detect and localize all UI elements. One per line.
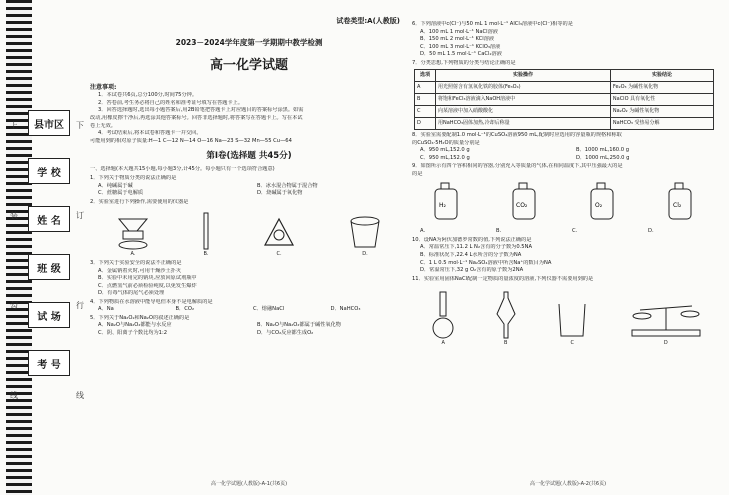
apparatus-label: B. bbox=[203, 250, 209, 257]
equipment-label: C bbox=[570, 339, 574, 346]
option[interactable]: D．有毒气体的尾气必须处理 bbox=[98, 290, 165, 297]
apparatus-figures bbox=[90, 208, 408, 258]
question-7 bbox=[412, 60, 724, 131]
equipment-label: A bbox=[441, 339, 445, 346]
binder-mark: 线 bbox=[76, 391, 84, 400]
question-stem: 6．下列溶液中c(Cl⁻)与50 mL 1 mol·L⁻¹ AlCl₃溶液中c(Cl⁻)相等的是 bbox=[412, 21, 573, 27]
table-row[interactable] bbox=[415, 106, 714, 118]
notes-heading: 注意事项: bbox=[90, 83, 117, 91]
beaker-icon bbox=[555, 300, 589, 340]
table-cell: 将饱和FeCl₃溶液滴入NaOH溶液中 bbox=[436, 94, 611, 106]
equipment-c[interactable] bbox=[555, 300, 589, 347]
binder-mark: 下 bbox=[76, 121, 84, 130]
question-stem: 4．下列物质在水溶液中能导电但本身不是电解质的是 bbox=[90, 298, 213, 305]
funnel-stand-icon bbox=[113, 213, 153, 251]
option[interactable]: C．阴、阳离子个数比均为1:2 bbox=[98, 329, 168, 336]
note-line: 3．回答选择题时,选出每小题答案后,用2B铅笔把答题卡上对应题目的答案标号涂黑。如需 bbox=[98, 107, 304, 114]
option[interactable]: C．蔗糖属于电解质 bbox=[98, 190, 144, 197]
field-exam-number[interactable]: 考 号 bbox=[28, 350, 70, 376]
question-stem: 5．下列关于Na₂O₂和Na₂O的叙述正确的是 bbox=[90, 314, 190, 321]
option[interactable]: C．950 mL,152.0 g bbox=[420, 154, 470, 161]
option[interactable]: C．熔融NaCl bbox=[253, 306, 285, 313]
crucible-icon bbox=[345, 213, 385, 251]
option[interactable]: B．Na₂O与Na₂O₂都属于碱性氧化物 bbox=[257, 322, 341, 329]
option[interactable]: B．冰水混合物属于混合物 bbox=[257, 182, 318, 189]
binder-mark: 行 bbox=[76, 301, 84, 310]
binder-mark: 订 bbox=[76, 211, 84, 220]
question-11 bbox=[412, 276, 724, 348]
option[interactable]: A．Na₂O与Na₂O₂都能与水反应 bbox=[98, 322, 172, 329]
option[interactable]: D．烧碱属于氧化物 bbox=[257, 190, 303, 197]
table-cell: 向某溶液中加入硝酸酸化 bbox=[436, 106, 611, 118]
bottle-label: CO₂ bbox=[516, 202, 528, 210]
page-footer: 高一化学试题(人教版)-A-1(共6页) bbox=[210, 480, 288, 487]
field-region[interactable]: 县市区 bbox=[28, 110, 70, 136]
option[interactable]: A．纯碱属于碱 bbox=[98, 182, 133, 189]
field-name[interactable]: 姓 名 bbox=[28, 206, 70, 232]
exam-subtitle: 2023－2024学年度第一学期期中教学检测 bbox=[175, 38, 323, 47]
exam-title: 高一化学试题 bbox=[209, 57, 288, 73]
question-5 bbox=[90, 315, 408, 338]
left-page bbox=[90, 17, 408, 490]
option[interactable]: A．金属钠着火时,可用干燥沙土扑灭 bbox=[98, 267, 182, 274]
option[interactable]: D．常温常压下,32 g O₂含有的原子数为2NA bbox=[420, 267, 524, 274]
gas-bottle-icon bbox=[431, 181, 471, 223]
binding-column bbox=[0, 0, 88, 495]
bottle-figures bbox=[412, 181, 724, 225]
table-row[interactable] bbox=[415, 94, 714, 106]
page-footer: 高一化学试题(人教版)-A-2(共6页) bbox=[529, 480, 607, 487]
question-10 bbox=[412, 237, 724, 275]
question-stem: 7．分类思想,下列物质的分类与结论正确的是 bbox=[412, 59, 516, 66]
question-4 bbox=[90, 299, 408, 314]
option[interactable]: B．标准状况下,22.4 L水所含的分子数为NA bbox=[420, 251, 522, 258]
question-6 bbox=[412, 21, 724, 59]
table-cell: Na₂O₂ 为碱性氧化物 bbox=[610, 106, 713, 118]
option[interactable]: B. bbox=[496, 228, 502, 235]
question-1 bbox=[90, 175, 408, 198]
option[interactable]: B．实验中未用完的钠块,应放回原试剂瓶中 bbox=[98, 275, 197, 282]
binder-mark: 线 bbox=[10, 391, 18, 400]
bottle-label: H₂ bbox=[439, 202, 446, 210]
field-class[interactable]: 班 级 bbox=[28, 254, 70, 280]
option[interactable]: C. bbox=[572, 228, 578, 235]
apparatus-d[interactable] bbox=[345, 213, 385, 258]
option[interactable]: B．150 mL 2 mol·L⁻¹ KCl溶液 bbox=[420, 36, 495, 43]
question-stem: 11．实验室用固体NaCl配制一定物质的量浓度的溶液,下列仪器不需要用到的是 bbox=[412, 275, 594, 282]
notes bbox=[90, 84, 408, 145]
field-school[interactable]: 学 校 bbox=[28, 158, 70, 184]
note-line: 1．本试卷共6页,总分100分,时间75分钟。 bbox=[98, 92, 198, 99]
question-stem: 1．下列关于物质分类的说法正确的是 bbox=[90, 174, 177, 181]
note-line: 2．答卷前,考生务必将自己的姓名和准考证号填写在答题卡上。 bbox=[98, 99, 244, 106]
table-row[interactable] bbox=[415, 118, 714, 130]
balance-scale-icon bbox=[626, 296, 706, 340]
note-line: 可能用到的相对原子质量:H—1 C—12 N—14 O—16 Na—23 S—32 Mn—55 Cu—64 bbox=[90, 137, 292, 144]
table-header: 选项 bbox=[415, 70, 436, 82]
option[interactable]: D．与CO₂反应都生成O₂ bbox=[257, 329, 314, 336]
option[interactable]: D．NaHCO₃ bbox=[330, 306, 361, 313]
option[interactable]: D．1000 mL,250.0 g bbox=[576, 154, 630, 161]
binder-mark: 上 bbox=[10, 121, 18, 130]
table-cell: A bbox=[415, 82, 436, 94]
volumetric-flask-icon bbox=[430, 290, 456, 340]
option[interactable]: C．1 L 0.5 mol·L⁻¹ Na₂SO₄溶液中所含Na⁺的数目为NA bbox=[420, 259, 552, 266]
option[interactable]: A．常温常压下,11.2 L N₂含有的分子数为0.5NA bbox=[420, 244, 533, 251]
table-cell: B bbox=[415, 94, 436, 106]
table-cell: D bbox=[415, 118, 436, 130]
table-cell: NaHCO₃ 受热易分解 bbox=[610, 118, 713, 130]
question-stem: 9．如图所示有四个容积相同的容器,分别充入等质量的气体,在相同温度下,其中压强最大的是 bbox=[412, 163, 623, 170]
table-header: 实验操作 bbox=[436, 70, 611, 82]
triangle-icon bbox=[259, 213, 299, 251]
question-2 bbox=[90, 199, 408, 259]
question-intro: 一、选择题(本大题共15小题,每小题3分,计45分。每小题只有一个选项符合题意) bbox=[90, 166, 275, 173]
apparatus-label: D. bbox=[362, 250, 368, 257]
separatory-funnel-icon bbox=[493, 290, 519, 340]
question-stem: 3．下列关于实验安全的说法不正确的是 bbox=[90, 260, 182, 267]
field-exam-room[interactable]: 试 场 bbox=[28, 302, 70, 328]
option[interactable]: A．Na bbox=[98, 306, 114, 313]
gas-bottle-icon bbox=[509, 181, 549, 223]
apparatus-label: C. bbox=[276, 250, 282, 257]
binding-stripes bbox=[6, 0, 32, 495]
table-cell: 用光照射含有氢氧化铁的胶体(Fe₃O₄) bbox=[436, 82, 611, 94]
option[interactable]: C．点燃氢气前必须检验纯度,以免发生爆炸 bbox=[98, 282, 197, 289]
apparatus-label: A. bbox=[130, 250, 136, 257]
glass-rod-icon bbox=[199, 211, 213, 251]
table-cell: Fe₂O₃ 为碱性氧化物 bbox=[610, 82, 713, 94]
binder-mark: 装 bbox=[10, 211, 18, 220]
note-line: 卷上无效。 bbox=[90, 122, 116, 129]
right-page bbox=[412, 20, 724, 490]
option[interactable]: A. bbox=[420, 228, 426, 235]
question-3 bbox=[90, 260, 408, 298]
table-row[interactable] bbox=[415, 82, 714, 94]
equipment-label: D bbox=[663, 339, 668, 346]
table-header: 实验结论 bbox=[610, 70, 713, 82]
option[interactable]: C．100 mL 3 mol·L⁻¹ KClO₃溶液 bbox=[420, 43, 501, 50]
table-cell: NaClO 具有氧化性 bbox=[610, 94, 713, 106]
bottle-label: Cl₂ bbox=[673, 202, 682, 210]
bottle-label: O₂ bbox=[595, 202, 603, 210]
table-cell: C bbox=[415, 106, 436, 118]
note-line: 改动,用橡皮擦干净后,再选涂其他答案标号。回答非选择题时,将答案写在答题卡上。写在本试 bbox=[90, 115, 303, 121]
lab-equipment-figures bbox=[412, 287, 724, 347]
gas-bottle-icon bbox=[587, 181, 627, 223]
q7-table bbox=[414, 69, 714, 130]
option[interactable]: A．100 mL 1 mol·L⁻¹ NaCl溶液 bbox=[420, 28, 498, 35]
question-stem: 10．设NA为阿伏加德罗常数的值,下列说法正确的是 bbox=[412, 236, 532, 243]
note-line: 4．考试结束后,将本试卷和答题卡一并交回。 bbox=[98, 130, 202, 137]
apparatus-a[interactable] bbox=[113, 213, 153, 258]
equipment-d[interactable] bbox=[626, 296, 706, 347]
option[interactable]: B．CO₂ bbox=[175, 306, 195, 313]
apparatus-b[interactable] bbox=[199, 211, 213, 258]
question-stem-cont: 的是 bbox=[412, 170, 423, 177]
equipment-a[interactable] bbox=[430, 290, 456, 347]
question-9 bbox=[412, 163, 724, 236]
equipment-b[interactable] bbox=[493, 290, 519, 347]
equipment-label: B bbox=[504, 339, 508, 346]
option[interactable]: B．1000 mL,160.0 g bbox=[576, 147, 629, 154]
gas-bottle-icon bbox=[665, 181, 705, 223]
option[interactable]: D．50 mL 1.5 mol·L⁻¹ CaCl₂溶液 bbox=[420, 51, 502, 58]
option[interactable]: A．950 mL,152.0 g bbox=[420, 147, 470, 154]
table-cell: 用NaHCO₃固体加热,冷却后称量 bbox=[436, 118, 611, 130]
apparatus-c[interactable] bbox=[259, 213, 299, 258]
paper-type: 试卷类型:A(人教版) bbox=[336, 17, 400, 25]
question-stem: 2．实验室进行下列操作,需要使用的仪器是 bbox=[90, 198, 189, 205]
question-stem-cont: 的CuSO₄·5H₂O的质量分别是 bbox=[412, 139, 480, 146]
question-stem: 8．实验室需要配制1.0 mol·L⁻¹的CuSO₄溶液950 mL,配制时应选用的容量瓶的规格和称取 bbox=[412, 132, 622, 139]
section-title: 第Ⅰ卷(选择题 共45分) bbox=[206, 151, 292, 162]
option[interactable]: D. bbox=[648, 228, 654, 235]
question-8 bbox=[412, 132, 724, 162]
binder-mark: 勾 bbox=[10, 301, 18, 310]
